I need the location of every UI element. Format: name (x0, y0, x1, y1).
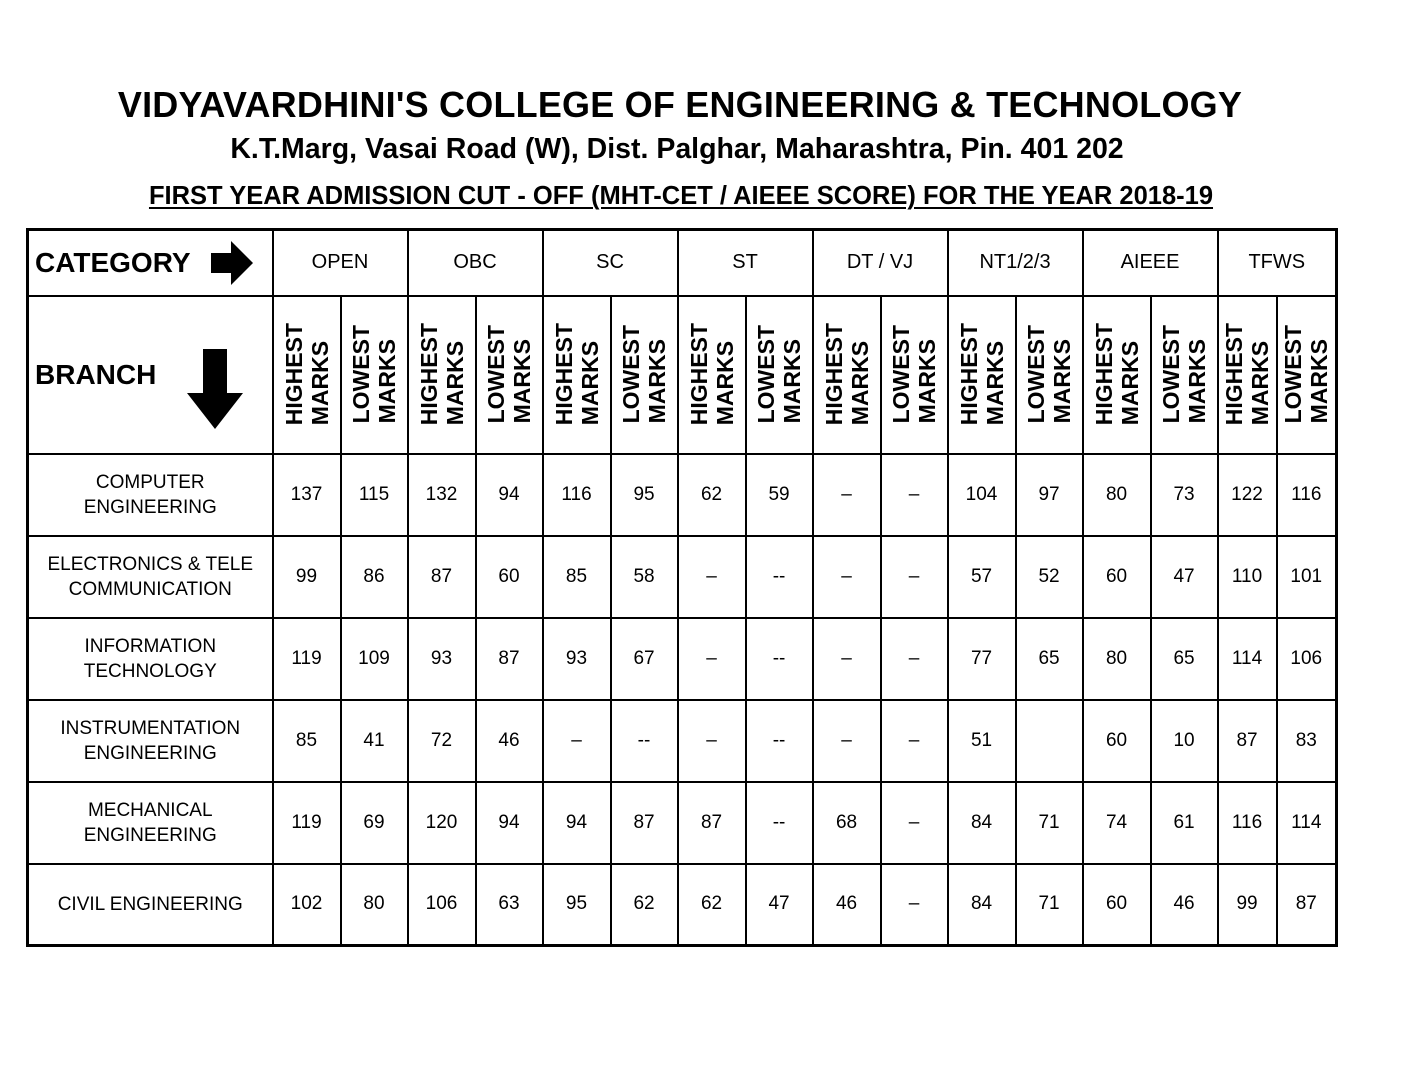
marks-cell: – (813, 700, 881, 782)
lowest-marks-label: LOWEST MARKS (753, 325, 806, 424)
category-header: TFWS (1218, 230, 1337, 296)
marks-cell: 60 (1083, 864, 1151, 946)
marks-cell: 87 (476, 618, 543, 700)
lowest-marks-label: LOWEST MARKS (1280, 325, 1333, 424)
category-label: CATEGORY (35, 246, 191, 278)
marks-cell: 74 (1083, 782, 1151, 864)
document-subtitle: FIRST YEAR ADMISSION CUT - OFF (MHT-CET / AIEEE SCORE) FOR THE YEAR 2018-19 (148, 182, 1214, 210)
marks-cell: 72 (408, 700, 476, 782)
marks-cell: 58 (611, 536, 678, 618)
marks-cell: 10 (1151, 700, 1218, 782)
lowest-marks-label: LOWEST MARKS (1158, 325, 1211, 424)
marks-cell: 60 (1083, 536, 1151, 618)
lowest-marks-label: LOWEST MARKS (483, 325, 535, 424)
marks-cell: 87 (1277, 864, 1337, 946)
marks-cell: 120 (408, 782, 476, 864)
marks-cell: 116 (543, 454, 611, 536)
marks-cell: 95 (543, 864, 611, 946)
marks-cell: 65 (1151, 618, 1218, 700)
marks-cell: 83 (1277, 700, 1337, 782)
marks-cell: 94 (543, 782, 611, 864)
marks-cell: 73 (1151, 454, 1218, 536)
marks-cell: 80 (341, 864, 408, 946)
marks-cell: -- (746, 782, 813, 864)
marks-cell: 87 (408, 536, 476, 618)
marks-cell: 87 (611, 782, 678, 864)
marks-cell: 46 (1151, 864, 1218, 946)
marks-cell: 116 (1218, 782, 1277, 864)
marks-cell: – (881, 454, 948, 536)
marks-cell: 60 (1083, 700, 1151, 782)
marks-cell: 115 (341, 454, 408, 536)
category-corner-cell (28, 230, 273, 296)
table-row (28, 864, 1337, 946)
branch-name-cell: INFORMATION TECHNOLOGY (28, 618, 273, 700)
highest-marks-label: HIGHEST MARKS (1221, 323, 1274, 426)
table-row (28, 618, 1337, 700)
marks-cell: – (813, 454, 881, 536)
table-row (28, 536, 1337, 618)
marks-cell: 77 (948, 618, 1016, 700)
arrow-down-icon (187, 349, 243, 429)
table-row (28, 782, 1337, 864)
college-address: K.T.Marg, Vasai Road (W), Dist. Palghar, Maharashtra, Pin. 401 202 (230, 133, 1124, 165)
marks-cell: 65 (1016, 618, 1083, 700)
lowest-marks-label: LOWEST MARKS (888, 325, 941, 424)
marks-cell: – (881, 536, 948, 618)
branch-name-cell: CIVIL ENGINEERING (28, 864, 273, 946)
lowest-marks-header (341, 296, 408, 454)
marks-cell: 84 (948, 782, 1016, 864)
marks-cell: 119 (273, 782, 341, 864)
marks-cell: 71 (1016, 782, 1083, 864)
branch-name-cell: ELECTRONICS & TELE COMMUNICATION (28, 536, 273, 618)
marks-cell: 87 (678, 782, 746, 864)
lowest-marks-label: LOWEST MARKS (348, 325, 400, 424)
marks-cell: 85 (273, 700, 341, 782)
highest-marks-header (543, 296, 611, 454)
marks-cell: – (813, 618, 881, 700)
highest-marks-label: HIGHEST MARKS (415, 323, 468, 426)
lowest-marks-header (881, 296, 948, 454)
marks-cell: – (543, 700, 611, 782)
branch-corner-cell (28, 296, 273, 454)
marks-cell: -- (611, 700, 678, 782)
marks-cell: 106 (1277, 618, 1337, 700)
marks-cell: 60 (476, 536, 543, 618)
lowest-marks-header (476, 296, 543, 454)
marks-cell: 47 (1151, 536, 1218, 618)
marks-cell: 102 (273, 864, 341, 946)
lowest-marks-header (1277, 296, 1337, 454)
marks-cell: 57 (948, 536, 1016, 618)
marks-cell: 94 (476, 782, 543, 864)
marks-cell: 85 (543, 536, 611, 618)
category-header: DT / VJ (813, 230, 948, 296)
marks-cell: 99 (1218, 864, 1277, 946)
category-header-row (28, 230, 1337, 296)
marks-cell: – (881, 864, 948, 946)
marks-cell: 52 (1016, 536, 1083, 618)
marks-cell: -- (746, 536, 813, 618)
marks-cell: – (678, 536, 746, 618)
lowest-marks-header (746, 296, 813, 454)
branch-name-cell: COMPUTER ENGINEERING (28, 454, 273, 536)
marks-cell: 114 (1218, 618, 1277, 700)
arrow-right-icon (211, 241, 253, 285)
marks-cell: 93 (543, 618, 611, 700)
marks-cell: 94 (476, 454, 543, 536)
highest-marks-header (1083, 296, 1151, 454)
marks-cell (1016, 700, 1083, 782)
cutoff-table (26, 228, 1338, 947)
marks-cell: 68 (813, 782, 881, 864)
marks-cell: – (678, 700, 746, 782)
marks-cell: 93 (408, 618, 476, 700)
highest-marks-header (408, 296, 476, 454)
marks-cell: 132 (408, 454, 476, 536)
marks-cell: 114 (1277, 782, 1337, 864)
marks-cell: – (881, 700, 948, 782)
marks-cell: – (813, 536, 881, 618)
highest-marks-header (273, 296, 341, 454)
marks-cell: 59 (746, 454, 813, 536)
highest-marks-header (813, 296, 881, 454)
marks-cell: 137 (273, 454, 341, 536)
marks-cell: -- (746, 618, 813, 700)
marks-cell: 61 (1151, 782, 1218, 864)
lowest-marks-header (1151, 296, 1218, 454)
branch-label: BRANCH (35, 358, 157, 390)
marks-cell: 116 (1277, 454, 1337, 536)
marks-cell: 62 (611, 864, 678, 946)
highest-marks-label: HIGHEST MARKS (955, 323, 1008, 426)
lowest-marks-label: LOWEST MARKS (618, 325, 670, 424)
category-header: AIEEE (1083, 230, 1218, 296)
table-row (28, 700, 1337, 782)
highest-marks-label: HIGHEST MARKS (820, 323, 873, 426)
category-header: OPEN (273, 230, 408, 296)
category-header: SC (543, 230, 678, 296)
marks-cell: 86 (341, 536, 408, 618)
marks-cell: 46 (476, 700, 543, 782)
marks-cell: 87 (1218, 700, 1277, 782)
lowest-marks-header (1016, 296, 1083, 454)
branch-name-cell: INSTRUMENTATION ENGINEERING (28, 700, 273, 782)
marks-cell: 80 (1083, 618, 1151, 700)
marks-cell: 97 (1016, 454, 1083, 536)
highest-marks-label: HIGHEST MARKS (550, 323, 603, 426)
branch-name-cell: MECHANICAL ENGINEERING (28, 782, 273, 864)
marks-cell: 99 (273, 536, 341, 618)
marks-cell: – (881, 782, 948, 864)
marks-cell: 62 (678, 454, 746, 536)
highest-lowest-header-row (28, 296, 1337, 454)
highest-marks-label: HIGHEST MARKS (1090, 323, 1143, 426)
table-row (28, 454, 1337, 536)
marks-cell: 104 (948, 454, 1016, 536)
marks-cell: 67 (611, 618, 678, 700)
lowest-marks-label: LOWEST MARKS (1023, 325, 1076, 424)
highest-marks-label: HIGHEST MARKS (280, 323, 333, 426)
highest-marks-label: HIGHEST MARKS (685, 323, 738, 426)
marks-cell: 51 (948, 700, 1016, 782)
marks-cell: 80 (1083, 454, 1151, 536)
marks-cell: 46 (813, 864, 881, 946)
lowest-marks-header (611, 296, 678, 454)
marks-cell: 106 (408, 864, 476, 946)
highest-marks-header (678, 296, 746, 454)
category-header: ST (678, 230, 813, 296)
marks-cell: 63 (476, 864, 543, 946)
marks-cell: 110 (1218, 536, 1277, 618)
marks-cell: 71 (1016, 864, 1083, 946)
marks-cell: 84 (948, 864, 1016, 946)
highest-marks-header (948, 296, 1016, 454)
marks-cell: 122 (1218, 454, 1277, 536)
category-header: NT1/2/3 (948, 230, 1083, 296)
marks-cell: 95 (611, 454, 678, 536)
marks-cell: 41 (341, 700, 408, 782)
marks-cell: 101 (1277, 536, 1337, 618)
highest-marks-header (1218, 296, 1277, 454)
category-header: OBC (408, 230, 543, 296)
marks-cell: -- (746, 700, 813, 782)
marks-cell: 62 (678, 864, 746, 946)
marks-cell: 109 (341, 618, 408, 700)
marks-cell: 69 (341, 782, 408, 864)
marks-cell: 119 (273, 618, 341, 700)
marks-cell: – (678, 618, 746, 700)
college-name: VIDYAVARDHINI'S COLLEGE OF ENGINEERING & TECHNOLOGY (117, 84, 1243, 125)
marks-cell: – (881, 618, 948, 700)
marks-cell: 47 (746, 864, 813, 946)
